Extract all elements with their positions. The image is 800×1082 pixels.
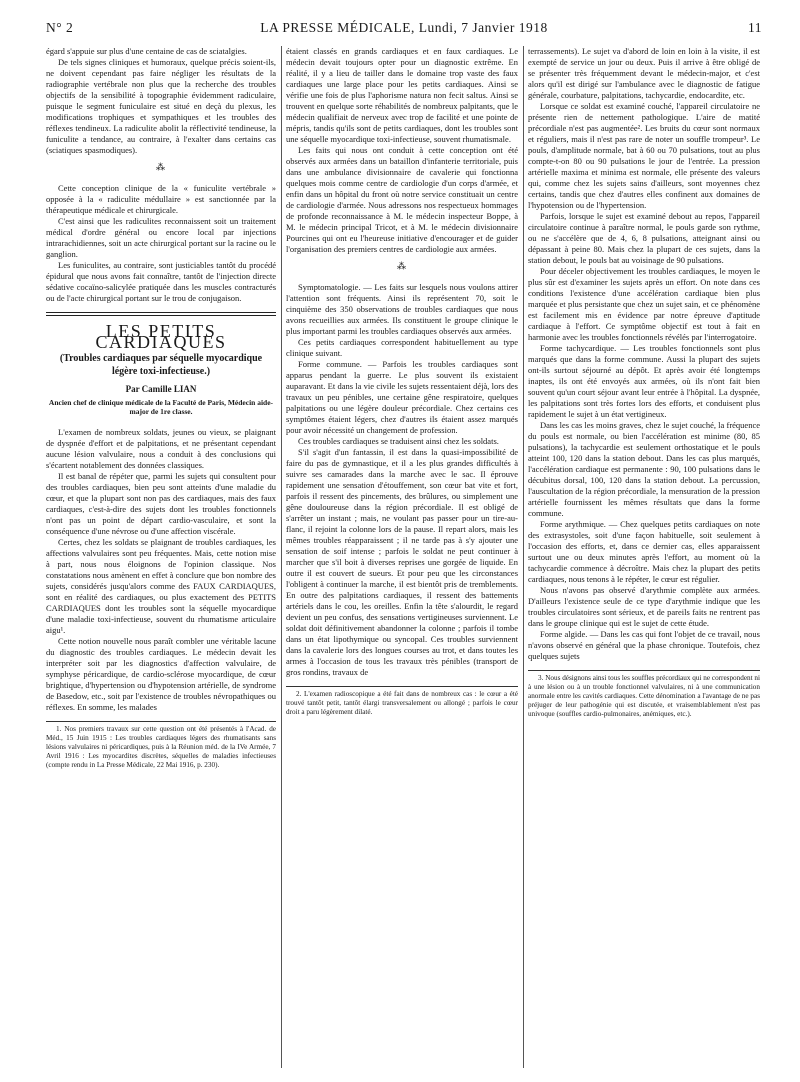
footnote: 3. Nous désignons ainsi tous les souffles précordiaux qui ne correspondent ni à une lésion ou à un trouble fonctionnel valvulaires, ni à une communication anormale entre les cavités cardiaques. Cette dénomination a l'avantage de ne pas préjuger de leur pathogénie qui est discutée, et vraisemblablement n'est pas univoque (souffles cardio-pulmonaires, anémiques, etc.). xyxy=(528,674,760,718)
article-subtitle: (Troubles cardiaques par séquelle myocardique légère toxi-infectieuse.) xyxy=(59,352,263,377)
paragraph: Ces petits cardiaques correspondent habituellement au type clinique suivant. xyxy=(286,337,518,358)
paragraph: Symptomatologie. — Les faits sur lesquels nous voulons attirer l'attention sont fréquents. Ainsi ils représentent 70, soit le cinquième des 350 observations de troubles cardiaques que nous avons recueillies aux armées. Ils constituent le groupe clinique le plus important parmi les troubles cardiaques observés aux armées. xyxy=(286,282,518,336)
paragraph: Dans les cas les moins graves, chez le sujet couché, la fréquence du pouls est normale, ou bien l'accélération est minime (80, 85 pulsations), la tachycardie est seulement orthostatique et le pouls atteint 100, 120 dans la station debout. Dans les cas plus marqués, l'accélération cardiaque est permanente : 90, 100 pulsations dans le décubitus dorsal, 100, 120 dans la station debout. La percussion, l'auscultation de la région précordiale, la mensuration de la pression artérielle fournissent les mêmes résultats que dans la forme commune. xyxy=(528,420,760,518)
footnote-block xyxy=(46,721,276,770)
paragraph: Forme algide. — Dans les cas qui font l'objet de ce travail, nous n'avons observé en général que la phase chronique. Toutefois, chez quelques sujets xyxy=(528,629,760,661)
paragraph: Les faits qui nous ont conduit à cette conception ont été observés aux armées dans un bataillon d'infanterie territoriale, puis dans une ambulance divisionnaire de cavalerie qui fonctionna quelques mois comme centre de cardiologie d'un corps d'armée, et enfin dans un hôpital du front où notre service constituait un centre de cardiologie d'armée. Nous adressons nos respectueux hommages de profonde reconnaissance à M. le médecin inspecteur Boppe, à M. le médecin principal Tricot, et à M. le médecin divisionnaire Pourcines qui ont eu l'heureuse initiative d'encourager et de guider l'organisation des premiers centres de cardiologie aux armées. xyxy=(286,145,518,254)
article-title: LES PETITS CARDIAQUES xyxy=(95,320,227,352)
paragraph: Parfois, lorsque le sujet est examiné debout au repos, l'appareil circulatoire continue à paraître normal, le pouls garde son rythme, ou ne s'accélère que de 4, 6, 8 pulsations, atteignant ainsi ou dépassant à peine 80. Mais chez la plupart de ces sujets, dans la station debout, le pouls bat au voisinage de 90 pulsations. xyxy=(528,211,760,265)
paragraph: Il est banal de répéter que, parmi les sujets qui consultent pour des troubles cardiaques, bien peu sont atteints d'une maladie du cœur, et que la plupart sont non pas des cardiaques, mais des faux cardiaques, c'est-à-dire des sujets dont les troubles fonctionnels n'ont pas un point de départ cardio-vasculaire, et sont la conséquence d'une névrose ou d'une affection viscérale. xyxy=(46,470,276,536)
section-separator: ⁂ xyxy=(397,261,407,271)
paragraph: C'est ainsi que les radiculites reconnaissent soit un traitement médical d'ordre général ou encore local par injections intrarachidiennes, soit un acte chirurgical portant sur la racine ou le ganglion. xyxy=(46,216,276,259)
footnote: 2. L'examen radioscopique a été fait dans de nombreux cas : le cœur a été trouvé tantôt petit, tantôt élargi transversalement ou allongé ; parfois le cœur droit a paru légèrement dilaté. xyxy=(286,690,518,716)
paragraph: égard s'appuie sur plus d'une centaine de cas de sciatalgies. xyxy=(46,46,247,56)
paragraph: Forme tachycardique. — Les troubles fonctionnels sont plus marqués que dans la forme commune. Aussi la plupart des sujets ont-ils surtout séjourné au dépôt. Et après avoir été longtemps inaptes, ils ont été envoyés aux armées, où ils n'ont fait bien souvent qu'un court séjour avant leur entrée à l'hôpital. La dyspnée, les palpitations sont très fortes lors des efforts, et conduisent plus rapidement le sujet à un état vertigineux. xyxy=(528,343,760,419)
column-rule-left xyxy=(281,46,282,1068)
footnote-block xyxy=(528,670,760,719)
paragraph: Cette conception clinique de la « funiculite vertébrale » opposée à la « radiculite médullaire » est sanctionnée par la thérapeutique médicale et chirurgicale. xyxy=(46,183,276,215)
paragraph: Pour déceler objectivement les troubles cardiaques, le moyen le plus sûr est d'examiner les sujets après un effort. On note dans ces conditions l'existence d'une accélération cardiaque bien plus marquée et plus persistante que chez un sujet sain, et ce phénomène est facilement mis en évidence par notre épreuve d'aptitude cardiaque à l'effort. Ce symptôme objectif est tout à fait en harmonie avec les troubles fonctionnels révélés par l'interrogatoire. xyxy=(528,266,760,342)
journal-title: LA PRESSE MÉDICALE, Lundi, 7 Janvier 1918 xyxy=(260,20,548,35)
paragraph: terrassements). Le sujet va d'abord de loin en loin à la visite, il est exempté de service un jour ou deux. Puis il arrive à être obligé de se présenter très fréquemment devant le médecin-major, et c'est alors qu'il est dirigé sur l'ambulance avec le diagnostic de fatigue générale, courbature, palpitations, tachycardie, endocardite, etc. xyxy=(528,46,760,100)
issue-number: N° 2 xyxy=(46,20,74,35)
column-2 xyxy=(286,46,518,717)
paragraph: Nous n'avons pas observé d'arythmie complète aux armées. D'ailleurs l'existence seule de ce type d'arythmie indique que les troubles circulatoires sont sérieux, et de pareils faits ne rentrent pas dans le groupe clinique qui est le sujet de cette étude. xyxy=(528,585,760,628)
paragraph: Lorsque ce soldat est examiné couché, l'appareil circulatoire ne présente rien de nettement pathologique. L'aire de matité précordiale n'est pas augmentée². Les bruits du cœur sont normaux et réguliers, mais il n'est pas rare de noter un souffle trompeur³. Le pouls, d'amplitude normale, bat à 60 ou 70 pulsations, tout au plus compte-t-on 80 ou 90 pulsations le jour de l'entrée. La pression artérielle maxima et minima est normale, elle présente des valeurs qui, comme chez les sujets sains d'ailleurs, sont moyennes chez certains, tandis que chez d'autres elles confinent aux domaines de l'hypotension ou de l'hypertension. xyxy=(528,101,760,210)
section-separator: ⁂ xyxy=(156,162,166,172)
paragraph: Forme commune. — Parfois les troubles cardiaques sont apparus pendant la guerre. Le plus souvent ils existaient auparavant. Et dans la vie civile les sujets ressentaient déjà, lors des travaux un peu pénibles, une certaine gêne respiratoire, quelques palpitations ou une légère douleur précordiale. Chez certains ces symptômes étaient légers, chez d'autres ils étaient assez marqués pour avoir nécessité un changement de profession. xyxy=(286,359,518,435)
column-rule-right xyxy=(523,46,524,1068)
column-1 xyxy=(46,46,276,770)
paragraph: S'il s'agit d'un fantassin, il est dans la quasi-impossibilité de faire du pas de gymnastique, et il a les plus grandes difficultés à suivre ses camarades dans la marche avec le sac. Il éprouve rapidement une sensation d'étouffement, son cœur bat vite et fort, parfois il ressent des pincements, des brûlures, ou simplement une gêne douloureuse dans la région précordiale. Il est obligé de s'arrêter un instant ; mais, ne voulant pas passer pour un tire-au-flanc, il rejoint la colonne lors de la pause. Il repart alors, mais les mêmes troubles réapparaissent ; il ne tarde pas à s'y ajouter une sensation de soif intense ; parfois le soldat ne peut continuer à marcher que s'il boit à diverses reprises une gorgée de liquide. En outre il est couvert de sueurs. Et pour peu que les circonstances l'obligent à continuer la marche, il est bientôt pris de tremblements. En outre des palpitations cardiaques, il ressent des battements artériels dans le cou, les oreilles. Enfin la tête s'alourdit, le regard devient un peu confus, des sensations vertigineuses surviennent. Le soldat doit définitivement abandonner la colonne ; parfois il tombe dans un état lipothymique ou syncopal. Ces troubles surviennent dans la cavalerie lors des longues courses au trot, et dans toutes les armes à l'occasion de tous les travaux très pénibles (transport de gros rondins, travaux de xyxy=(286,447,518,677)
paragraph: Certes, chez les soldats se plaignant de troubles cardiaques, les affections valvulaires sont peu fréquentes. Mais, cette notion mise à part, nous nous éloignons de l'opinion classique. Nos constatations nous amènent en effet à conclure que bon nombre des sujets, considérés jusqu'alors comme des FAUX CARDIAQUES, sont en réalité des cardiaques, ou plus exactement des PETITS CARDIAQUES dont les troubles sont la séquelle myocardique d'une maladie toxi-infectieuse, souvent du rhumatisme articulaire aigu¹. xyxy=(46,536,276,635)
paragraph: De tels signes cliniques et humoraux, quelque précis soient-ils, ne doivent cependant pas faire négliger les résultats de la radiographie vertébrale non plus que la recherche des troubles objectifs de la sensibilité à topographie évidemment radiculaire, puisque le segment funiculaire est situé en deçà du plexus, les modifications trophiques et sympathiques et les troubles des réflexes tendineux. La radiculite abolit la réflectivité tendineuse, la funiculite a tendance, au contraire, à l'exalter dans certains cas (sciatiques spasmodiques). xyxy=(46,57,276,155)
page-number: 11 xyxy=(748,20,762,35)
paragraph: Cette notion nouvelle nous paraît combler une véritable lacune du diagnostic des troubles cardiaques. Le médecin devait les interpréter soit par les diagnostics d'affection valvulaire, de symphyse péricardique, de cardio-sclérose myocardique, de cœur brightique, d'hypertension ou d'hypotension artérielle, de syndrome de Basedow, etc., soit par l'existence de troubles névropathiques ou réflexes. En somme, les malades xyxy=(46,635,276,712)
paragraph: L'examen de nombreux soldats, jeunes ou vieux, se plaignant de dyspnée d'effort et de palpitations, et ne présentant cependant aucune lésion valvulaire, nous a conduit à des conclusions qui s'écartent notablement des données classiques. xyxy=(46,426,276,470)
paragraph: Ces troubles cardiaques se traduisent ainsi chez les soldats. xyxy=(298,436,499,446)
footnote-block xyxy=(286,686,518,717)
author-affiliation: Ancien chef de clinique médicale de la Faculté de Paris, Médecin aide-major de 1re classe. xyxy=(48,397,274,416)
article-byline: Par Camille LIAN xyxy=(125,383,197,394)
running-head xyxy=(46,20,762,38)
article-divider xyxy=(46,312,276,316)
column-3 xyxy=(528,46,760,719)
footnote: 1. Nos premiers travaux sur cette question ont été présentés à l'Acad. de Méd., 15 Juin 1915 : Les troubles cardiaques légers des rhumatisants sans lésions valvulaires ni péricardiques, puis à la Réunion méd. de la IVe Armée, 7 Avril 1916 : Les myocardites discrètes, séquelles de maladies infectieuses (compte rendu in La Presse Médicale, 22 Mai 1916, p. 230). xyxy=(46,724,276,769)
paragraph: Les funiculites, au contraire, sont justiciables tantôt du procédé épidural que nous avons fait connaître, tantôt de l'injection directe sédative cocaïno-salicylée pratiquée dans les muscles contracturés ou de l'acte chirurgical portant sur le trou de conjugaison. xyxy=(46,260,276,303)
paragraph: Forme arythmique. — Chez quelques petits cardiaques on note des extrasystoles, soit d'une façon habituelle, soit seulement à l'occasion des efforts, et, dans ce dernier cas, elles apparaissent surtout une ou deux minutes après l'effort, au moment où la tachycardie commence à décroître. Mais chez la plupart des petits cardiaques, nous tenons à le répéter, le cœur est régulier. xyxy=(528,519,760,584)
paragraph: étaient classés en grands cardiaques et en faux cardiaques. Le médecin devait toujours opter pour un diagnostic extrême. En réalité, il y a lieu de tailler dans le domaine trop vaste des faux cardiaques une large place pour les petits cardiaques. Ainsi se vérifie une fois de plus l'aphorisme natura non fecit saltus. Ainsi se trouvent en quelque sorte réhabilités de nombreux palpitants, que le médecin qualifiait de nerveux avec trop de facilité et une pointe de mépris, tandis qu'ils sont de petits cardiaques, dont les troubles sont une séquelle myocardique toxi-infectieuse, souvent rhumatismale. xyxy=(286,46,518,144)
